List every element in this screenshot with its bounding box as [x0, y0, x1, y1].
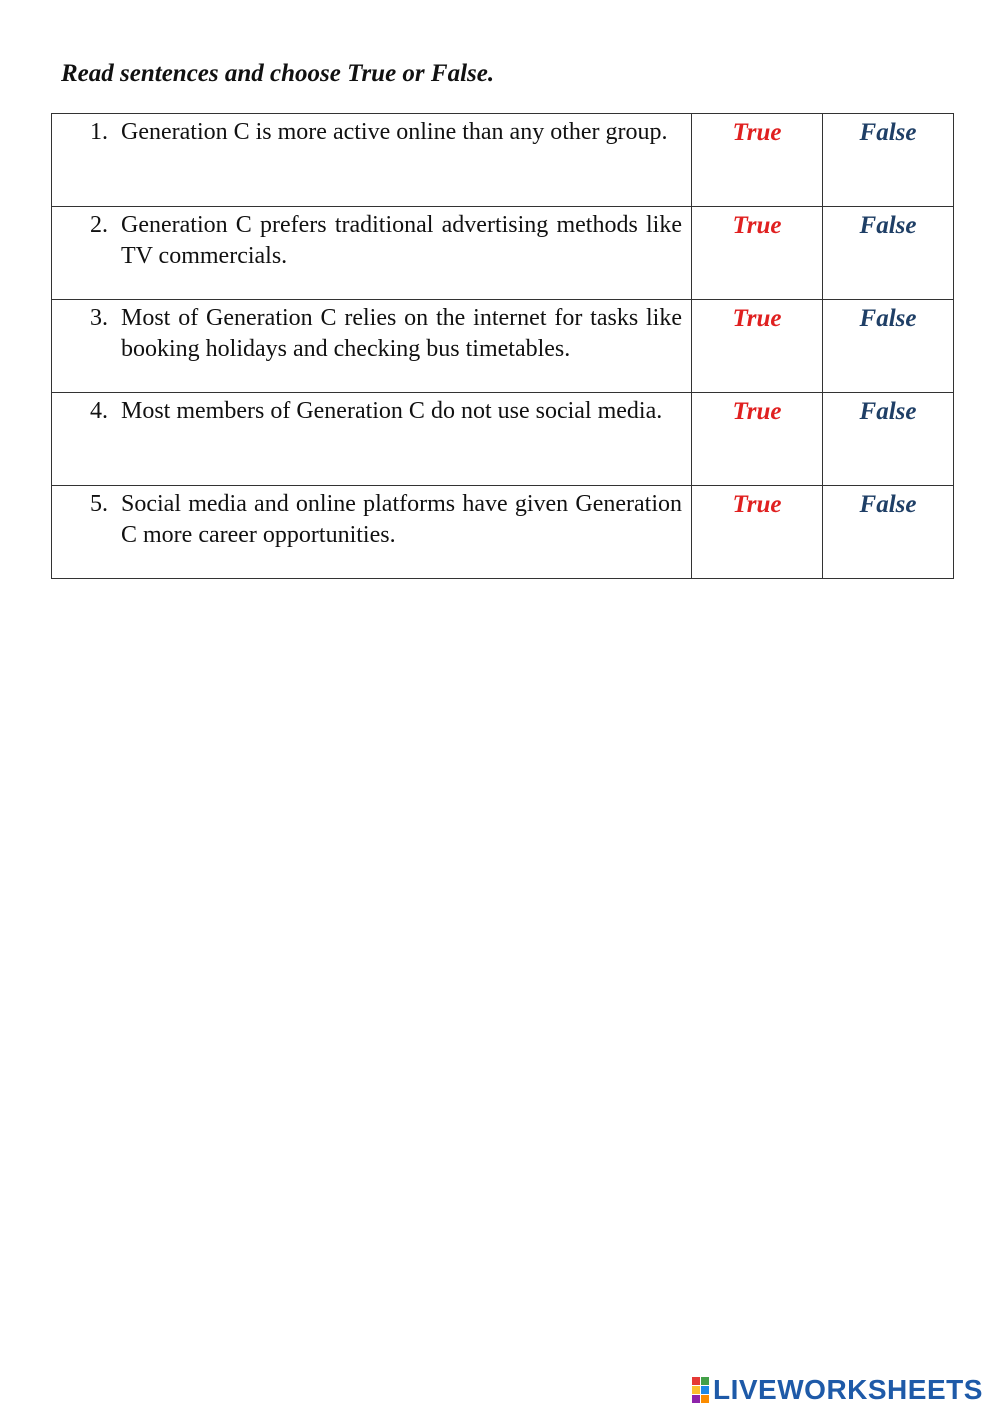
question-text: Social media and online platforms have given Generation C more career opportunities.: [121, 491, 682, 548]
false-cell: [823, 300, 954, 393]
question-row: [52, 300, 954, 393]
false-cell: [823, 114, 954, 207]
true-cell: [692, 300, 823, 393]
logo-square: [701, 1386, 709, 1394]
true-option[interactable]: True: [732, 398, 782, 425]
question-row: [52, 207, 954, 300]
question-number: 5.: [90, 491, 108, 517]
question-row: [52, 393, 954, 486]
question-cell: [52, 300, 692, 393]
question-cell: [52, 486, 692, 579]
logo-square: [701, 1395, 709, 1403]
question-cell: [52, 207, 692, 300]
true-option[interactable]: True: [732, 491, 782, 518]
question-text: Generation C is more active online than any other group.: [121, 119, 668, 145]
true-option[interactable]: True: [732, 305, 782, 332]
liveworksheets-logo: [692, 1372, 983, 1408]
question-number: 2.: [90, 212, 108, 238]
question-text: Most of Generation C relies on the internet for tasks like booking holidays and checking bus timetables.: [121, 305, 682, 362]
true-cell: [692, 207, 823, 300]
false-option[interactable]: False: [859, 119, 917, 146]
question-text: Most members of Generation C do not use social media.: [121, 398, 663, 424]
question-number: 1.: [90, 119, 108, 145]
logo-square: [701, 1377, 709, 1385]
logo-square: [692, 1386, 700, 1394]
question-text: Generation C prefers traditional advertising methods like TV commercials.: [121, 212, 682, 269]
false-cell: [823, 393, 954, 486]
false-option[interactable]: False: [859, 212, 917, 239]
false-cell: [823, 486, 954, 579]
question-row: [52, 486, 954, 579]
true-option[interactable]: True: [732, 119, 782, 146]
question-row: [52, 114, 954, 207]
true-cell: [692, 114, 823, 207]
false-cell: [823, 207, 954, 300]
logo-square: [692, 1395, 700, 1403]
true-false-table: [51, 113, 954, 579]
false-option[interactable]: False: [859, 491, 917, 518]
false-option[interactable]: False: [859, 398, 917, 425]
true-cell: [692, 486, 823, 579]
question-cell: [52, 114, 692, 207]
true-cell: [692, 393, 823, 486]
instruction-heading: Read sentences and choose True or False.: [61, 60, 495, 87]
false-option[interactable]: False: [859, 305, 917, 332]
question-cell: [52, 393, 692, 486]
true-option[interactable]: True: [732, 212, 782, 239]
logo-text: LIVEWORKSHEETS: [713, 1374, 983, 1405]
logo-mark-icon: [692, 1377, 709, 1403]
logo-square: [692, 1377, 700, 1385]
question-number: 3.: [90, 305, 108, 331]
question-number: 4.: [90, 398, 108, 424]
